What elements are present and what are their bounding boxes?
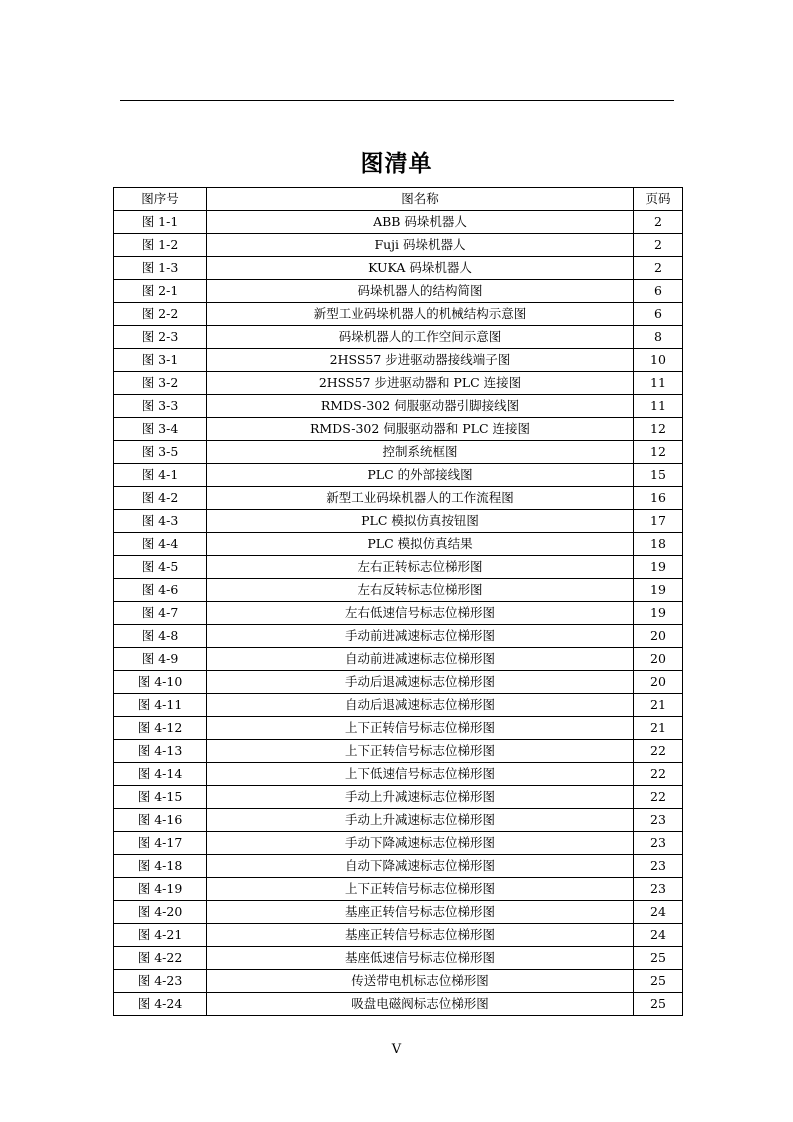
table-row [114,970,683,993]
page-number-cell: 22 [634,786,683,809]
page-number-cell: 21 [634,717,683,740]
table-header-row [114,188,683,211]
figure-name-cell: 2HSS57 步进驱动器接线端子图 [207,349,634,372]
table-row [114,326,683,349]
page-number-cell: 22 [634,763,683,786]
page-number-cell: 24 [634,901,683,924]
table-row [114,786,683,809]
figure-number-cell: 图 4-13 [114,740,207,763]
header-rule [120,100,674,101]
figure-name-cell: 手动上升减速标志位梯形图 [207,786,634,809]
figure-name-cell: 新型工业码垛机器人的工作流程图 [207,487,634,510]
figure-name-cell: 上下正转信号标志位梯形图 [207,717,634,740]
figure-name-cell: 自动下降减速标志位梯形图 [207,855,634,878]
table-row [114,441,683,464]
page-number-cell: 19 [634,579,683,602]
table-row [114,947,683,970]
figure-name-cell: PLC 模拟仿真按钮图 [207,510,634,533]
figure-number-cell: 图 1-1 [114,211,207,234]
figure-name-cell: PLC 的外部接线图 [207,464,634,487]
table-row [114,671,683,694]
figure-number-cell: 图 3-1 [114,349,207,372]
figure-name-cell: 上下正转信号标志位梯形图 [207,878,634,901]
figure-number-cell: 图 2-3 [114,326,207,349]
figure-number-cell: 图 4-16 [114,809,207,832]
page-number-cell: 6 [634,303,683,326]
page-number-cell: 23 [634,878,683,901]
page-title: 图清单 [360,151,433,177]
figure-name-cell: PLC 模拟仿真结果 [207,533,634,556]
page-number-cell: 23 [634,809,683,832]
figure-number-cell: 图 4-17 [114,832,207,855]
table-row [114,625,683,648]
page-number-cell: 22 [634,740,683,763]
figure-number-cell: 图 4-24 [114,993,207,1016]
figure-name-cell: 基座正转信号标志位梯形图 [207,901,634,924]
page-number-cell: 12 [634,441,683,464]
page-number-cell: 11 [634,372,683,395]
figure-number-cell: 图 4-21 [114,924,207,947]
figure-name-cell: Fuji 码垛机器人 [207,234,634,257]
figure-list-table [113,187,683,1016]
page-number-cell: 25 [634,947,683,970]
figure-number-cell: 图 1-3 [114,257,207,280]
page-number-cell: 2 [634,211,683,234]
figure-name-cell: 手动上升减速标志位梯形图 [207,809,634,832]
figure-number-cell: 图 4-14 [114,763,207,786]
page-number-cell: 19 [634,556,683,579]
page-number-cell: 25 [634,970,683,993]
table-row [114,418,683,441]
figure-number-cell: 图 4-8 [114,625,207,648]
table-row [114,993,683,1016]
page-number-cell: 20 [634,625,683,648]
page-number-cell: 2 [634,257,683,280]
table-row [114,579,683,602]
figure-number-cell: 图 3-2 [114,372,207,395]
figure-name-cell: 左右正转标志位梯形图 [207,556,634,579]
figure-number-cell: 图 4-18 [114,855,207,878]
figure-number-cell: 图 2-2 [114,303,207,326]
figure-number-cell: 图 4-10 [114,671,207,694]
figure-number-cell: 图 4-4 [114,533,207,556]
table-row [114,257,683,280]
figure-number-cell: 图 3-4 [114,418,207,441]
table-row [114,464,683,487]
page-number-cell: 21 [634,694,683,717]
table-row [114,556,683,579]
page-number-cell: 16 [634,487,683,510]
table-row [114,602,683,625]
figure-name-cell: 2HSS57 步进驱动器和 PLC 连接图 [207,372,634,395]
table-row [114,510,683,533]
table-row [114,901,683,924]
table-row [114,717,683,740]
header-figure-name: 图名称 [207,188,634,211]
figure-number-cell: 图 4-9 [114,648,207,671]
page-number-cell: 12 [634,418,683,441]
figure-number-cell: 图 4-1 [114,464,207,487]
table-row [114,395,683,418]
page-number-cell: 6 [634,280,683,303]
page-number-cell: 24 [634,924,683,947]
figure-name-cell: RMDS-302 伺服驱动器和 PLC 连接图 [207,418,634,441]
table-row [114,303,683,326]
table-row [114,372,683,395]
page-number-cell: 25 [634,993,683,1016]
page-number-cell: 23 [634,832,683,855]
page-number-cell: 2 [634,234,683,257]
figure-name-cell: 码垛机器人的工作空间示意图 [207,326,634,349]
figure-name-cell: 手动下降减速标志位梯形图 [207,832,634,855]
table-row [114,211,683,234]
figure-number-cell: 图 4-5 [114,556,207,579]
page-number-cell: 20 [634,671,683,694]
figure-number-cell: 图 4-7 [114,602,207,625]
figure-number-cell: 图 4-15 [114,786,207,809]
table-row [114,763,683,786]
table-row [114,533,683,556]
table-row [114,878,683,901]
page-number-cell: 15 [634,464,683,487]
figure-number-cell: 图 4-6 [114,579,207,602]
figure-number-cell: 图 4-2 [114,487,207,510]
figure-name-cell: KUKA 码垛机器人 [207,257,634,280]
figure-name-cell: 码垛机器人的结构简图 [207,280,634,303]
figure-name-cell: 传送带电机标志位梯形图 [207,970,634,993]
figure-number-cell: 图 4-19 [114,878,207,901]
page-number-cell: 8 [634,326,683,349]
figure-name-cell: 基座低速信号标志位梯形图 [207,947,634,970]
figure-name-cell: 自动前进减速标志位梯形图 [207,648,634,671]
figure-number-cell: 图 1-2 [114,234,207,257]
figure-name-cell: ABB 码垛机器人 [207,211,634,234]
page-number-cell: 20 [634,648,683,671]
table-row [114,832,683,855]
page-number-cell: 10 [634,349,683,372]
table-row [114,648,683,671]
figure-number-cell: 图 4-3 [114,510,207,533]
figure-number-cell: 图 4-11 [114,694,207,717]
table-row [114,740,683,763]
table-row [114,924,683,947]
table-row [114,349,683,372]
page-number-cell: 19 [634,602,683,625]
figure-name-cell: 控制系统框图 [207,441,634,464]
figure-number-cell: 图 3-5 [114,441,207,464]
figure-name-cell: 基座正转信号标志位梯形图 [207,924,634,947]
figure-number-cell: 图 4-12 [114,717,207,740]
table-row [114,809,683,832]
figure-name-cell: 手动前进减速标志位梯形图 [207,625,634,648]
figure-name-cell: 上下低速信号标志位梯形图 [207,763,634,786]
figure-name-cell: RMDS-302 伺服驱动器引脚接线图 [207,395,634,418]
page-number-cell: 23 [634,855,683,878]
figure-name-cell: 自动后退减速标志位梯形图 [207,694,634,717]
figure-number-cell: 图 3-3 [114,395,207,418]
figure-name-cell: 手动后退减速标志位梯形图 [207,671,634,694]
table-row [114,694,683,717]
table-row [114,487,683,510]
figure-number-cell: 图 4-22 [114,947,207,970]
table-body [114,211,683,1016]
page-number-cell: 17 [634,510,683,533]
header-figure-number: 图序号 [114,188,207,211]
page-number: V [391,1042,402,1057]
table-row [114,855,683,878]
figure-number-cell: 图 2-1 [114,280,207,303]
figure-name-cell: 新型工业码垛机器人的机械结构示意图 [207,303,634,326]
figure-number-cell: 图 4-23 [114,970,207,993]
figure-number-cell: 图 4-20 [114,901,207,924]
figure-name-cell: 左右低速信号标志位梯形图 [207,602,634,625]
figure-name-cell: 吸盘电磁阀标志位梯形图 [207,993,634,1016]
figure-name-cell: 左右反转标志位梯形图 [207,579,634,602]
page-number-cell: 18 [634,533,683,556]
table-row [114,280,683,303]
page-number-cell: 11 [634,395,683,418]
header-page: 页码 [634,188,683,211]
table-row [114,234,683,257]
figure-name-cell: 上下正转信号标志位梯形图 [207,740,634,763]
